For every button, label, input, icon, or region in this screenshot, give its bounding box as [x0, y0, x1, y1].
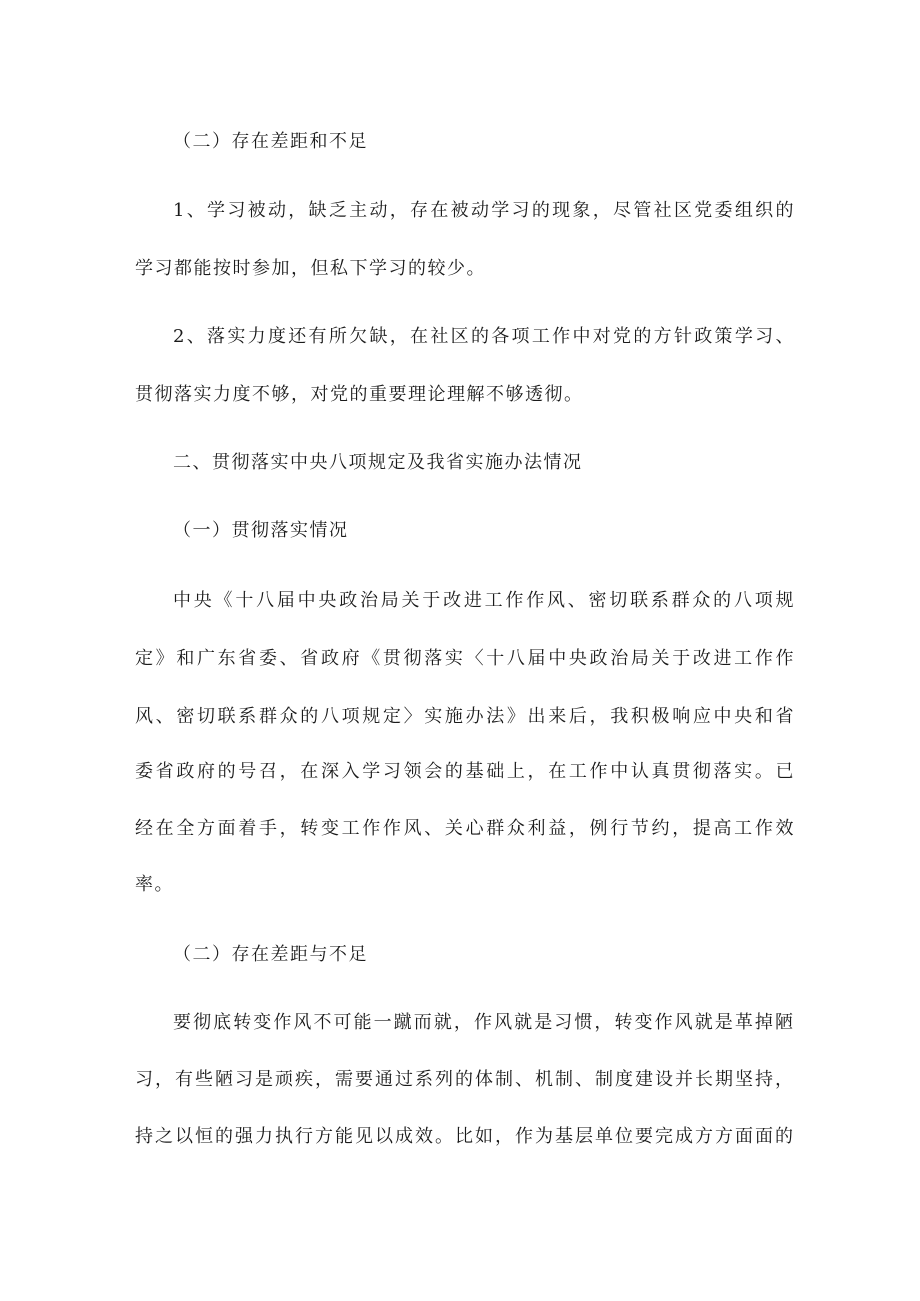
paragraph-3-line-1: 中央《十八届中央政治局关于改进工作作风、密切联系群众的八项规 [173, 590, 797, 611]
paragraph-3-line-3: 风、密切联系群众的八项规定〉实施办法》出来后，我积极响应中央和省 [135, 706, 797, 727]
paragraph-4-line-3: 持之以恒的强力执行方能见以成效。比如，作为基层单位要完成方方面面的 [135, 1126, 795, 1147]
section-heading-implementation: （一）贯彻落实情况 [173, 520, 349, 541]
paragraph-3-line-6: 率。 [135, 874, 174, 895]
paragraph-3-line-4: 委省政府的号召，在深入学习领会的基础上，在工作中认真贯彻落实。已 [135, 761, 797, 782]
paragraph-1-line-1: 1、学习被动，缺乏主动，存在被动学习的现象，尽管社区党委组织的 [173, 200, 796, 221]
paragraph-3-line-5: 经在全方面着手，转变工作作风、关心群众利益，例行节约，提高工作效 [135, 818, 797, 839]
paragraph-2-line-2: 贯彻落实力度不够，对党的重要理论理解不够透彻。 [135, 384, 584, 405]
paragraph-2-line-1: 2、落实力度还有所欠缺，在社区的各项工作中对党的方针政策学习、 [173, 326, 796, 347]
section-heading-gaps-1: （二）存在差距和不足 [173, 131, 368, 152]
paragraph-3-line-2: 定》和广东省委、省政府《贯彻落实〈十八届中央政治局关于改进工作作 [135, 648, 797, 669]
paragraph-4-line-1: 要彻底转变作风不可能一蹴而就，作风就是习惯，转变作风就是革掉陋 [173, 1012, 796, 1033]
section-heading-gaps-2: （二）存在差距与不足 [173, 944, 368, 965]
paragraph-1-line-2: 学习都能按时参加，但私下学习的较少。 [135, 258, 486, 279]
section-heading-eight-rules: 二、贯彻落实中央八项规定及我省实施办法情况 [173, 452, 583, 473]
paragraph-4-line-2: 习，有些陋习是顽疾，需要通过系列的体制、机制、制度建设并长期坚持， [135, 1069, 795, 1090]
